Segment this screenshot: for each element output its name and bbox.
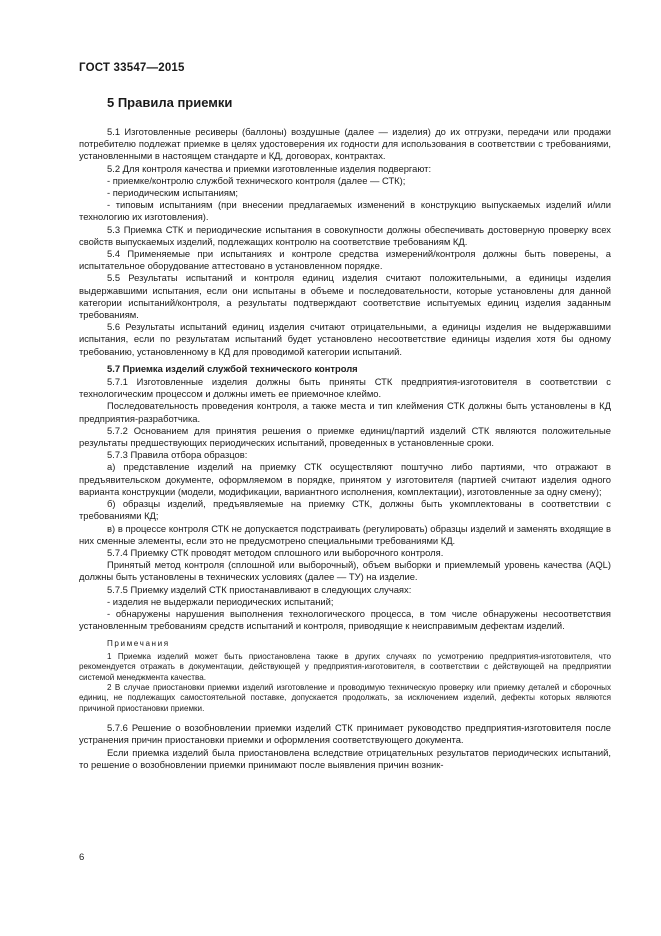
paragraph-5-5: 5.5 Результаты испытаний и контроля единиц изделия считают положительными, а единицы изделия выдержавшими испытания, если они испытаны в объеме и последовательности, которые установлены для данной категории испытаний/контроля, а результаты подтверждают соответствие испытуемых единиц изделия заданным требованиям. (79, 272, 611, 321)
list-item: б) образцы изделий, предъявляемые на приемку СТК, должны быть укомплектованы в соответствии с требованиями КД; (79, 498, 611, 522)
paragraph-5-2: 5.2 Для контроля качества и приемки изготовленные изделия подвергают: (107, 162, 432, 174)
list-item: - изделия не выдержали периодических испытаний; (107, 595, 334, 607)
paragraph: Если приемка изделий была приостановлена вследствие отрицательных результатов периодических испытаний, то решение о возобновлении приемки принимают после выявления причин возник- (79, 746, 611, 770)
paragraph-5-3: 5.3 Приемка СТК и периодические испытания в совокупности должны обеспечивать достоверную проверку всех свойств выпускаемых изделий, подлежащих контролю на соответствие требованиям КД. (79, 223, 611, 247)
list-item: в) в процессе контроля СТК не допускается подстраивать (регулировать) образцы изделий и заменять входящие в них сменные элементы, если это не предусмотрено специальными требованиями КД. (79, 522, 611, 546)
list-item: - периодическим испытаниям; (107, 187, 239, 199)
paragraph-5-7-4: 5.7.4 Приемку СТК проводят методом сплошного или выборочного контроля. (107, 546, 444, 558)
paragraph-5-7-1: 5.7.1 Изготовленные изделия должны быть приняты СТК предприятия-изготовителя в соответствии с технологическим процессом и должны иметь ее приемочное клеймо. (79, 376, 611, 400)
standard-header: ГОСТ 33547—2015 (79, 62, 185, 74)
paragraph-5-7-3: 5.7.3 Правила отбора образцов: (107, 449, 248, 461)
list-item: а) представление изделий на приемку СТК осуществляют поштучно либо партиями, что отражают в предъявительском документе, оформляемом в порядке, принятом у изготовителя (партией считают изделия одного варианта конструкции (модели, модификации, вариантного исполнения, комплектации), изготовленные за одну смену); (79, 461, 611, 497)
paragraph: Принятый метод контроля (сплошной или выборочный), объем выборки и приемлемый уровень качества (AQL) должны быть установлены в технических условиях (далее — ТУ) на изделие. (79, 559, 611, 583)
list-item: - типовым испытаниям (при внесении предлагаемых изменений в конструкцию выпускаемых изделий и/или технологию их изготовления). (79, 199, 611, 223)
notes-heading: Примечания (107, 639, 170, 649)
note-item: 1 Приемка изделий может быть приостановлена также в других случаях по усмотрению предприятия-изготовителя, что рекомендуется отражать в документации, действующей у предприятия-изготовителя, в соответствии с действующей на предприятии системой менеджмента качества. (79, 651, 611, 682)
subsection-title-5-7: 5.7 Приемка изделий службой технического контроля (107, 362, 358, 374)
list-item: - обнаружены нарушения выполнения технологического процесса, в том числе обнаружены несоответствия установленным требованиям средств испытаний и контроля, приводящие к неисправимым дефектам изделий. (79, 607, 611, 632)
paragraph-5-7-6: 5.7.6 Решение о возобновлении приемки изделий СТК принимает руководство предприятия-изготовителя после устранения причин приостановки приемки и оформления соответствующего документа. (79, 722, 611, 746)
paragraph-5-7-5: 5.7.5 Приемку изделий СТК приостанавливают в следующих случаях: (107, 583, 412, 595)
body-text (79, 126, 611, 771)
paragraph-5-4: 5.4 Применяемые при испытаниях и контроле средства измерений/контроля должны быть поверены, а испытательное оборудование аттестовано в установленном порядке. (79, 248, 611, 272)
paragraph: Последовательность проведения контроля, а также места и тип клеймения СТК должны быть установлены в КД предприятия-разработчика. (79, 400, 611, 424)
continuation-block (79, 722, 611, 771)
page-number: 6 (79, 852, 85, 863)
notes-block (79, 639, 611, 714)
paragraph-5-1: 5.1 Изготовленные ресиверы (баллоны) воздушные (далее — изделия) до их отгрузки, передачи или продажи потребителю подлежат приемке в целях удостоверения их годности для использования в соответствии с требованиями, установленными в настоящем стандарте и КД, договорах, контрактах. (79, 126, 611, 162)
section-title: 5 Правила приемки (107, 95, 233, 110)
paragraph-5-6: 5.6 Результаты испытаний единиц изделия считают отрицательными, а единицы изделия не выдержавшими испытания, если по результатам испытаний будет установлено несоответствие единицы изделия хотя бы одному требованию, установленному в КД для проводимой категории испытаний. (79, 321, 611, 357)
note-item: 2 В случае приостановки приемки изделий изготовление и проводимую техническую проверку или приемку деталей и сборочных единиц, не подлежащих самостоятельной поставке, допускается продолжать, за исключением изделий, дефекты которых являются причиной приостановки приемки. (79, 682, 611, 713)
paragraph-5-7-2: 5.7.2 Основанием для принятия решения о приемке единиц/партий изделий СТК являются положительные результаты предшествующих периодических испытаний, проведенных в установленные сроки. (79, 424, 611, 449)
list-item: - приемке/контролю службой технического контроля (далее — СТК); (107, 174, 406, 186)
